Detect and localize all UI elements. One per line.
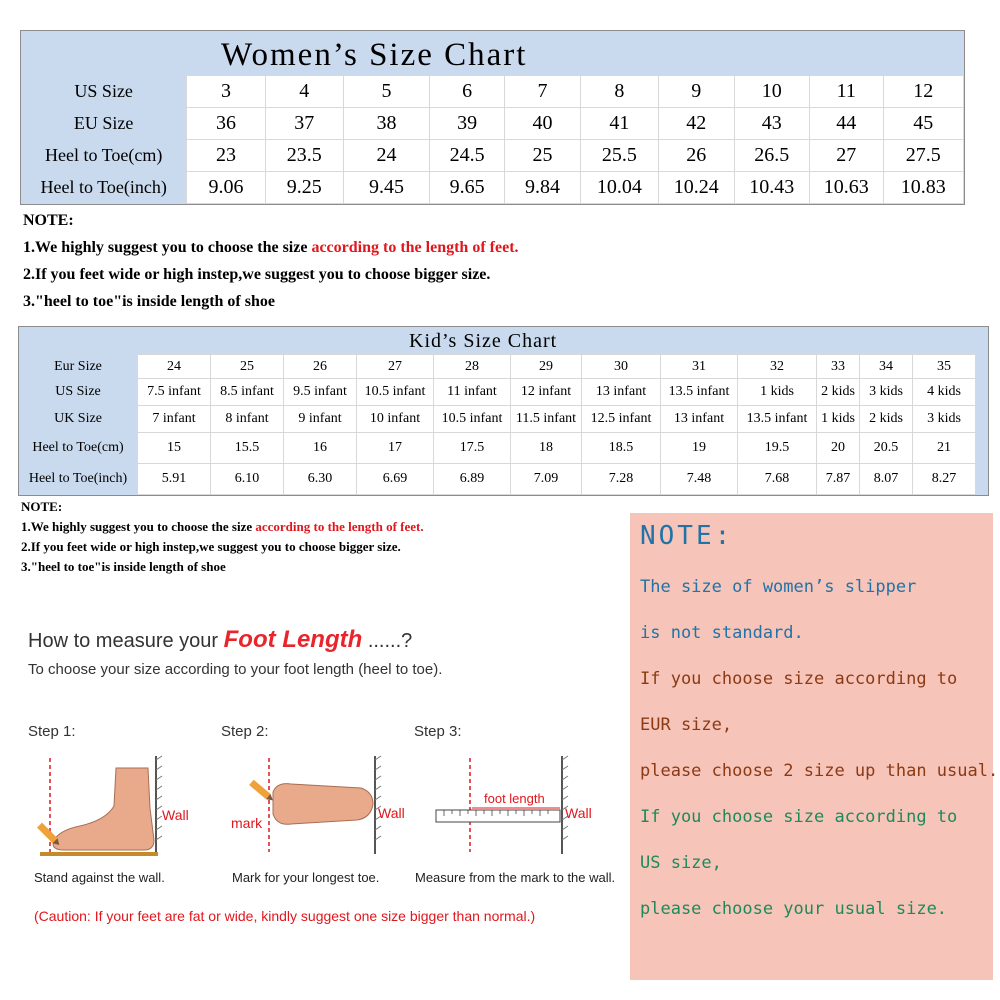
kids-cell: 2 kids — [817, 379, 860, 406]
womens-size-chart — [20, 30, 965, 205]
womens-row — [21, 76, 964, 108]
step-1-caption: Stand against the wall. — [34, 870, 165, 885]
kids-cell: 7.28 — [582, 464, 661, 495]
kids-cell: 19 — [661, 433, 738, 464]
panel-line-8: please choose your usual size. — [640, 899, 948, 919]
ruler-icon — [436, 810, 560, 822]
kids-note-line-3: 3."heel to toe"is inside length of shoe — [21, 559, 226, 574]
womens-cell: 7 — [505, 76, 580, 108]
womens-cell: 6 — [430, 76, 505, 108]
womens-cell: 10.63 — [810, 172, 884, 204]
kids-cell: 10.5 infant — [357, 379, 434, 406]
kids-cell: 7.68 — [738, 464, 817, 495]
kids-cell: 5.91 — [138, 464, 211, 495]
panel-line-4: EUR size, — [640, 715, 733, 735]
womens-cell: 3 — [187, 76, 265, 108]
kids-cell: 19.5 — [738, 433, 817, 464]
kids-row — [19, 355, 976, 379]
kids-cell: 27 — [357, 355, 434, 379]
womens-cell: 39 — [430, 108, 505, 140]
womens-cell: 9.45 — [343, 172, 429, 204]
womens-cell: 38 — [343, 108, 429, 140]
measure-subtitle: To choose your size according to your foot length (heel to toe). — [28, 661, 443, 678]
kids-cell: 21 — [913, 433, 976, 464]
womens-row-label: EU Size — [21, 108, 187, 140]
panel-line-5: please choose 2 size up than usual. — [640, 761, 999, 781]
step-1-illustration — [28, 748, 208, 863]
kids-cell: 9.5 infant — [284, 379, 357, 406]
mark-label: mark — [231, 815, 263, 831]
kids-cell: 3 kids — [860, 379, 913, 406]
foot-sole-icon — [273, 784, 373, 825]
womens-cell: 9.06 — [187, 172, 265, 204]
kids-cell: 20.5 — [860, 433, 913, 464]
kids-cell: 13.5 infant — [661, 379, 738, 406]
womens-cell: 24.5 — [430, 140, 505, 172]
measure-title-emphasis: Foot Length — [223, 626, 363, 653]
kids-cell: 1 kids — [738, 379, 817, 406]
womens-cell: 44 — [810, 108, 884, 140]
step-2-caption: Mark for your longest toe. — [232, 870, 380, 885]
kids-row — [19, 433, 976, 464]
womens-cell: 41 — [580, 108, 658, 140]
kids-cell: 15.5 — [211, 433, 284, 464]
womens-cell: 27.5 — [883, 140, 963, 172]
kids-cell: 6.10 — [211, 464, 284, 495]
womens-cell: 9.25 — [265, 172, 343, 204]
kids-cell: 7.09 — [511, 464, 582, 495]
kids-cell: 10 infant — [357, 406, 434, 433]
womens-cell: 25 — [505, 140, 580, 172]
measure-title-post: ......? — [362, 630, 413, 652]
womens-cell: 23 — [187, 140, 265, 172]
panel-line-3: If you choose size according to — [640, 669, 958, 689]
womens-row — [21, 108, 964, 140]
kids-row-label: Heel to Toe(inch) — [19, 464, 138, 495]
pencil-icon — [249, 780, 275, 803]
kids-cell: 13 infant — [582, 379, 661, 406]
kids-cell: 26 — [284, 355, 357, 379]
kids-row-label: US Size — [19, 379, 138, 406]
kids-cell: 7 infant — [138, 406, 211, 433]
kids-cell: 2 kids — [860, 406, 913, 433]
foot-length-label: foot length — [484, 791, 545, 806]
panel-line-7: US size, — [640, 853, 722, 873]
womens-cell: 26 — [659, 140, 734, 172]
womens-note — [23, 207, 519, 315]
kids-cell: 17.5 — [434, 433, 511, 464]
note-line-1 — [23, 234, 519, 261]
panel-heading: NOTE: — [640, 521, 734, 551]
kids-size-chart — [18, 326, 989, 496]
womens-cell: 10.83 — [883, 172, 963, 204]
kids-cell: 29 — [511, 355, 582, 379]
kids-cell: 1 kids — [817, 406, 860, 433]
kids-row — [19, 464, 976, 495]
measure-title-pre: How to measure your — [28, 630, 224, 652]
kids-cell: 16 — [284, 433, 357, 464]
panel-line-2: is not standard. — [640, 623, 804, 643]
kids-row — [19, 406, 976, 433]
kids-cell: 34 — [860, 355, 913, 379]
womens-cell: 8 — [580, 76, 658, 108]
step-2-label: Step 2: — [221, 723, 269, 740]
womens-cell: 37 — [265, 108, 343, 140]
wall-label: Wall — [162, 807, 189, 823]
panel-line-1: The size of women’s slipper — [640, 577, 917, 597]
note-line-3: 3."heel to toe"is inside length of shoe — [23, 293, 275, 310]
kids-size-table — [19, 354, 976, 495]
note-line-1-highlight: according to the length of feet. — [311, 239, 519, 256]
womens-row-label: US Size — [21, 76, 187, 108]
kids-cell: 3 kids — [913, 406, 976, 433]
kids-cell: 17 — [357, 433, 434, 464]
wall-label: Wall — [378, 805, 405, 821]
womens-cell: 10.43 — [734, 172, 809, 204]
kids-cell: 30 — [582, 355, 661, 379]
womens-chart-title: Women’s Size Chart — [221, 37, 528, 73]
kids-row-label: Eur Size — [19, 355, 138, 379]
kids-note — [21, 497, 424, 577]
step-1-label: Step 1: — [28, 723, 76, 740]
womens-cell: 45 — [883, 108, 963, 140]
kids-note-line-1-highlight: according to the length of feet. — [255, 519, 424, 534]
kids-cell: 7.5 infant — [138, 379, 211, 406]
womens-cell: 42 — [659, 108, 734, 140]
kids-cell: 8 infant — [211, 406, 284, 433]
kids-cell: 7.48 — [661, 464, 738, 495]
womens-cell: 40 — [505, 108, 580, 140]
womens-cell: 10 — [734, 76, 809, 108]
kids-cell: 8.07 — [860, 464, 913, 495]
kids-cell: 25 — [211, 355, 284, 379]
womens-cell: 36 — [187, 108, 265, 140]
kids-cell: 8.27 — [913, 464, 976, 495]
womens-cell: 43 — [734, 108, 809, 140]
womens-cell: 26.5 — [734, 140, 809, 172]
step-3-illustration — [414, 748, 614, 863]
womens-cell: 24 — [343, 140, 429, 172]
womens-row-label: Heel to Toe(inch) — [21, 172, 187, 204]
foot-icon — [53, 768, 154, 850]
kids-cell: 35 — [913, 355, 976, 379]
kids-cell: 13.5 infant — [738, 406, 817, 433]
floor-strip — [40, 852, 158, 856]
kids-cell: 8.5 infant — [211, 379, 284, 406]
kids-chart-title: Kid’s Size Chart — [409, 330, 558, 352]
kids-cell: 4 kids — [913, 379, 976, 406]
slipper-note-panel — [630, 513, 999, 980]
womens-cell: 10.04 — [580, 172, 658, 204]
step-3-caption: Measure from the mark to the wall. — [415, 870, 616, 885]
womens-row — [21, 172, 964, 204]
kids-cell: 9 infant — [284, 406, 357, 433]
womens-cell: 11 — [810, 76, 884, 108]
kids-cell: 20 — [817, 433, 860, 464]
step-2-illustration — [221, 748, 411, 863]
kids-cell: 33 — [817, 355, 860, 379]
womens-cell: 9.65 — [430, 172, 505, 204]
kids-note-line-2: 2.If you feet wide or high instep,we suggest you to choose bigger size. — [21, 539, 401, 554]
kids-cell: 12.5 infant — [582, 406, 661, 433]
kids-cell: 31 — [661, 355, 738, 379]
womens-cell: 4 — [265, 76, 343, 108]
caution-note: (Caution: If your feet are fat or wide, kindly suggest one size bigger than normal.) — [34, 908, 536, 924]
kids-cell: 18 — [511, 433, 582, 464]
kids-row-label: UK Size — [19, 406, 138, 433]
kids-cell: 10.5 infant — [434, 406, 511, 433]
womens-cell: 10.24 — [659, 172, 734, 204]
wall-label: Wall — [565, 805, 592, 821]
kids-cell: 32 — [738, 355, 817, 379]
womens-cell: 9 — [659, 76, 734, 108]
kids-cell: 18.5 — [582, 433, 661, 464]
wall-icon — [156, 756, 162, 854]
kids-cell: 13 infant — [661, 406, 738, 433]
womens-cell: 25.5 — [580, 140, 658, 172]
kids-cell: 6.69 — [357, 464, 434, 495]
womens-cell: 23.5 — [265, 140, 343, 172]
kids-cell: 6.30 — [284, 464, 357, 495]
kids-cell: 7.87 — [817, 464, 860, 495]
kids-cell: 11.5 infant — [511, 406, 582, 433]
kids-cell: 12 infant — [511, 379, 582, 406]
kids-cell: 24 — [138, 355, 211, 379]
kids-cell: 28 — [434, 355, 511, 379]
step-3-label: Step 3: — [414, 723, 462, 740]
kids-cell: 11 infant — [434, 379, 511, 406]
measure-title — [28, 626, 412, 654]
kids-note-line-1 — [21, 517, 424, 537]
kids-cell: 15 — [138, 433, 211, 464]
womens-cell: 12 — [883, 76, 963, 108]
kids-row — [19, 379, 976, 406]
kids-row-label: Heel to Toe(cm) — [19, 433, 138, 464]
note-line-2: 2.If you feet wide or high instep,we suggest you to choose bigger size. — [23, 266, 491, 283]
kids-note-heading: NOTE: — [21, 499, 63, 514]
kids-note-line-1-text: 1.We highly suggest you to choose the size — [21, 519, 256, 534]
womens-cell: 27 — [810, 140, 884, 172]
panel-line-6: If you choose size according to — [640, 807, 958, 827]
womens-cell: 9.84 — [505, 172, 580, 204]
note-heading: NOTE: — [23, 212, 74, 229]
womens-cell: 5 — [343, 76, 429, 108]
womens-row — [21, 140, 964, 172]
kids-cell: 6.89 — [434, 464, 511, 495]
note-line-1-text: 1.We highly suggest you to choose the size — [23, 239, 312, 256]
womens-size-table — [21, 75, 964, 204]
womens-row-label: Heel to Toe(cm) — [21, 140, 187, 172]
